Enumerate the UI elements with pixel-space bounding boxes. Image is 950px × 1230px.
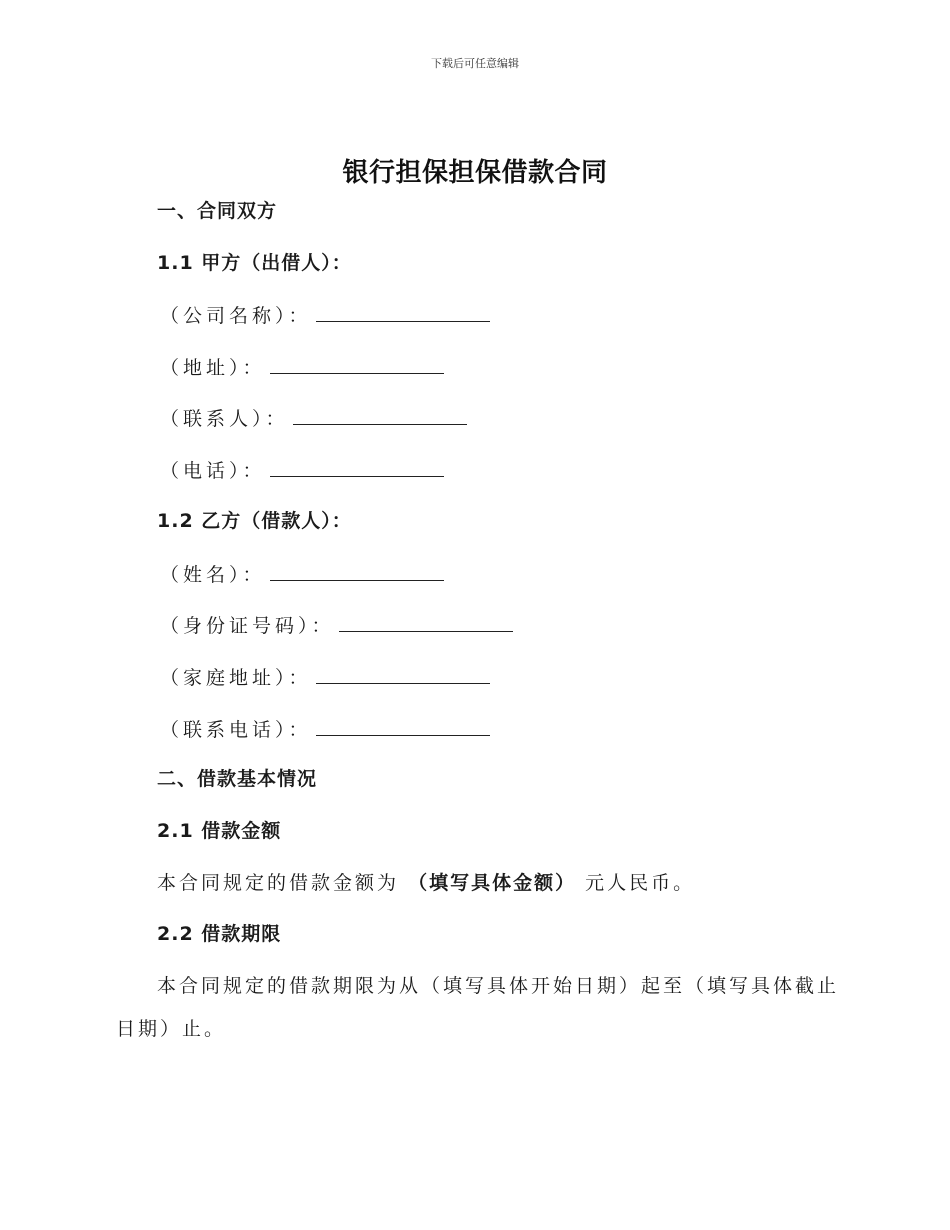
fill-in-blank[interactable] bbox=[270, 560, 444, 581]
fill-in-blank[interactable] bbox=[316, 301, 490, 322]
party-a-heading: 1.1 甲方（出借人）： bbox=[157, 252, 352, 274]
party-a-field-company bbox=[160, 301, 490, 329]
fill-in-blank[interactable] bbox=[270, 456, 444, 477]
field-label: （电话）： bbox=[160, 460, 266, 482]
party-b-field-id-number bbox=[160, 611, 513, 639]
term-paragraph-line1: 本合同规定的借款期限为从（填写具体开始日期）起至（填写具体截止 bbox=[157, 975, 840, 997]
header-note: 下载后可任意编辑 bbox=[431, 57, 519, 70]
field-label: （地址）： bbox=[160, 357, 266, 379]
party-b-field-phone bbox=[160, 715, 490, 743]
section2-heading: 二、借款基本情况 bbox=[157, 768, 318, 790]
section1-heading: 一、合同双方 bbox=[157, 200, 278, 222]
party-b-field-home-address bbox=[160, 663, 490, 691]
amount-text-after: 元人民币。 bbox=[585, 872, 696, 894]
amount-placeholder: （填写具体金额） bbox=[408, 872, 577, 894]
fill-in-blank[interactable] bbox=[339, 611, 513, 632]
party-a-field-phone bbox=[160, 456, 444, 484]
term-paragraph-line2: 日期）止。 bbox=[116, 1018, 227, 1040]
field-label: （姓名）： bbox=[160, 564, 266, 586]
document-title: 银行担保担保借款合同 bbox=[342, 158, 608, 188]
party-b-field-name bbox=[160, 560, 444, 588]
field-label: （公司名称）： bbox=[160, 305, 312, 327]
term-heading: 2.2 借款期限 bbox=[157, 923, 282, 945]
party-a-field-contact bbox=[160, 404, 467, 432]
field-label: （联系电话）： bbox=[160, 719, 312, 741]
amount-paragraph bbox=[157, 870, 695, 896]
amount-heading: 2.1 借款金额 bbox=[157, 820, 282, 842]
party-a-field-address bbox=[160, 353, 444, 381]
fill-in-blank[interactable] bbox=[270, 353, 444, 374]
field-label: （联系人）： bbox=[160, 408, 289, 430]
amount-text-before: 本合同规定的借款金额为 bbox=[157, 872, 400, 894]
field-label: （身份证号码）： bbox=[160, 615, 335, 637]
party-b-heading: 1.2 乙方（借款人）： bbox=[157, 510, 352, 532]
fill-in-blank[interactable] bbox=[316, 663, 490, 684]
fill-in-blank[interactable] bbox=[293, 404, 467, 425]
field-label: （家庭地址）： bbox=[160, 667, 312, 689]
fill-in-blank[interactable] bbox=[316, 715, 490, 736]
